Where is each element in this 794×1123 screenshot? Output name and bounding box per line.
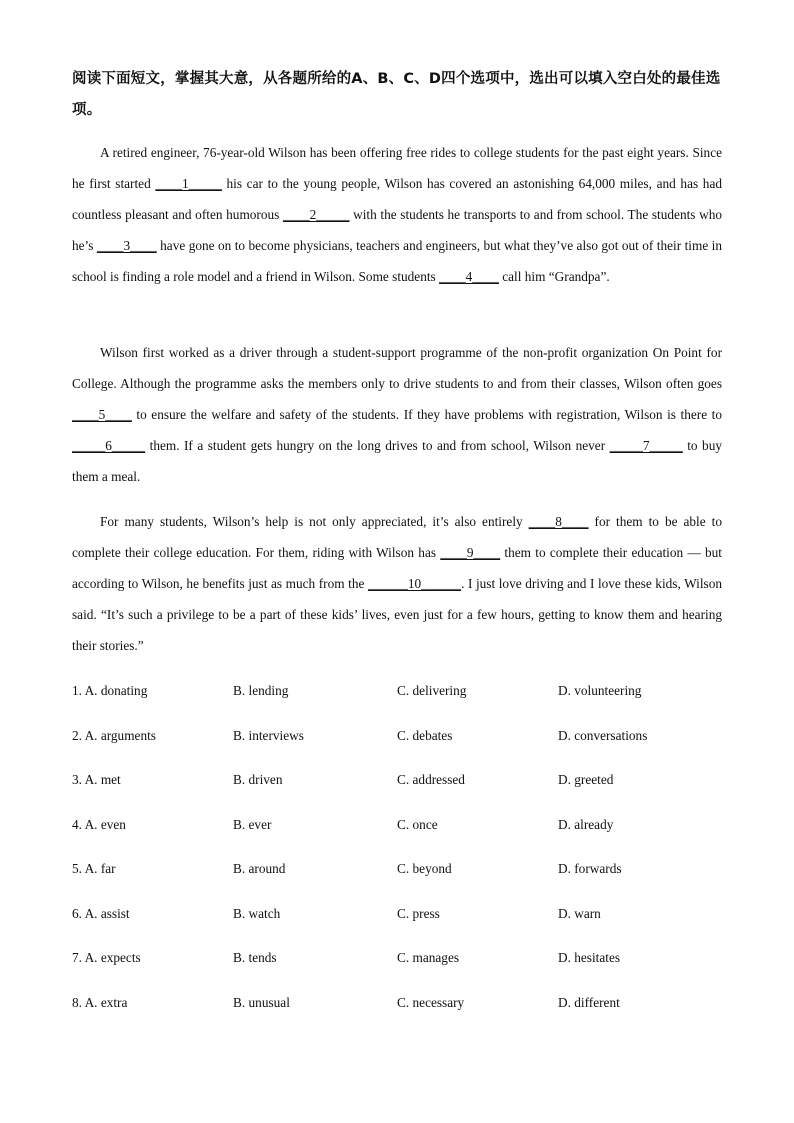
blank-4: ____4____ — [439, 269, 499, 284]
question-2-options — [72, 728, 722, 748]
blank-6: _____6_____ — [72, 438, 146, 453]
option-d: D. greeted — [558, 772, 614, 787]
text-segment: for them to be able to complete their college education. For them, riding with Wilson has — [72, 514, 722, 560]
text-segment: with the students he transports to and from school. The students who he’s — [72, 207, 723, 253]
option-a: 4. A. even — [72, 817, 126, 832]
question-7-options — [72, 950, 722, 970]
option-a: 7. A. expects — [72, 950, 141, 965]
passage-paragraph-2 — [72, 337, 722, 492]
blank-8: ____8____ — [528, 514, 589, 529]
option-b: B. interviews — [233, 728, 304, 743]
question-5-options — [72, 861, 722, 881]
option-a: 3. A. met — [72, 772, 121, 787]
option-b: B. around — [233, 861, 286, 876]
option-c: C. once — [397, 817, 438, 832]
option-b: B. tends — [233, 950, 277, 965]
blank-2: ____2_____ — [282, 207, 350, 222]
text-segment: call him “Grandpa”. — [502, 269, 610, 284]
text-segment: A retired engineer, 76-year-old Wilson has been offering free rides to college students for the past eight years. Since he first started — [72, 145, 722, 191]
option-c: C. delivering — [397, 683, 467, 698]
option-d: D. conversations — [558, 728, 648, 743]
text-segment: his car to the young people, Wilson has covered an astonishing 64,000 miles, and has had countless pleasant and often humorous — [72, 176, 722, 222]
option-b: B. watch — [233, 906, 281, 921]
text-segment: . I just love driving and I love these kids, Wilson said. “It’s such a privilege to be a part of these kids’ lives, even just for a few hours, getting to know them and hearing their stories.” — [72, 576, 722, 653]
option-c: C. manages — [397, 950, 460, 965]
option-c: C. addressed — [397, 772, 465, 787]
option-c: C. necessary — [397, 995, 465, 1010]
instruction-heading: 阅读下面短文，掌握其大意，从各题所给的A、B、C、D四个选项中，选出可以填入空白处的最佳选项。 — [72, 71, 721, 118]
blank-1: ____1_____ — [155, 176, 222, 191]
passage-paragraph-1 — [72, 137, 722, 292]
option-b: B. lending — [233, 683, 289, 698]
blank-3: ____3____ — [96, 238, 157, 253]
option-d: D. hesitates — [558, 950, 621, 965]
option-d: D. warn — [558, 906, 601, 921]
text-segment: them to complete their education — but according to Wilson, he benefits just as much from the — [72, 545, 722, 591]
option-a: 2. A. arguments — [72, 728, 156, 743]
option-a: 6. A. assist — [72, 906, 130, 921]
option-c: C. press — [397, 906, 440, 921]
option-b: B. ever — [233, 817, 272, 832]
text-segment: Wilson first worked as a driver through a student-support programme of the non-profit organization On Point for College. Although the programme asks the members only to drive students to and from their classes, Wilson often goes — [72, 345, 722, 391]
question-3-options — [72, 772, 722, 792]
question-4-options — [72, 817, 722, 837]
option-b: B. driven — [233, 772, 283, 787]
text-segment: For many students, Wilson’s help is not only appreciated, it’s also entirely — [100, 514, 529, 529]
option-c: C. beyond — [397, 861, 452, 876]
question-1-options — [72, 683, 722, 703]
blank-7: _____7_____ — [609, 438, 683, 453]
option-b: B. unusual — [233, 995, 290, 1010]
option-a: 5. A. far — [72, 861, 116, 876]
option-d: D. forwards — [558, 861, 622, 876]
option-c: C. debates — [397, 728, 453, 743]
text-segment: them. If a student gets hungry on the long drives to and from school, Wilson never — [149, 438, 610, 453]
option-d: D. volunteering — [558, 683, 642, 698]
option-d: D. already — [558, 817, 614, 832]
text-segment: to ensure the welfare and safety of the students. If they have problems with registration, Wilson is there to — [136, 407, 722, 422]
blank-5: ____5____ — [72, 407, 132, 422]
text-segment: to buy them a meal. — [72, 438, 722, 484]
question-6-options — [72, 906, 722, 926]
blank-9: ____9____ — [440, 545, 501, 560]
option-a: 8. A. extra — [72, 995, 128, 1010]
option-a: 1. A. donating — [72, 683, 148, 698]
option-d: D. different — [558, 995, 620, 1010]
question-8-options — [72, 995, 722, 1015]
text-segment: have gone on to become physicians, teachers and engineers, but what they’ve also got out of their time in school is finding a role model and a friend in Wilson. Some students — [72, 238, 723, 284]
blank-10: ______10______ — [367, 576, 462, 591]
passage-paragraph-3 — [72, 506, 722, 661]
